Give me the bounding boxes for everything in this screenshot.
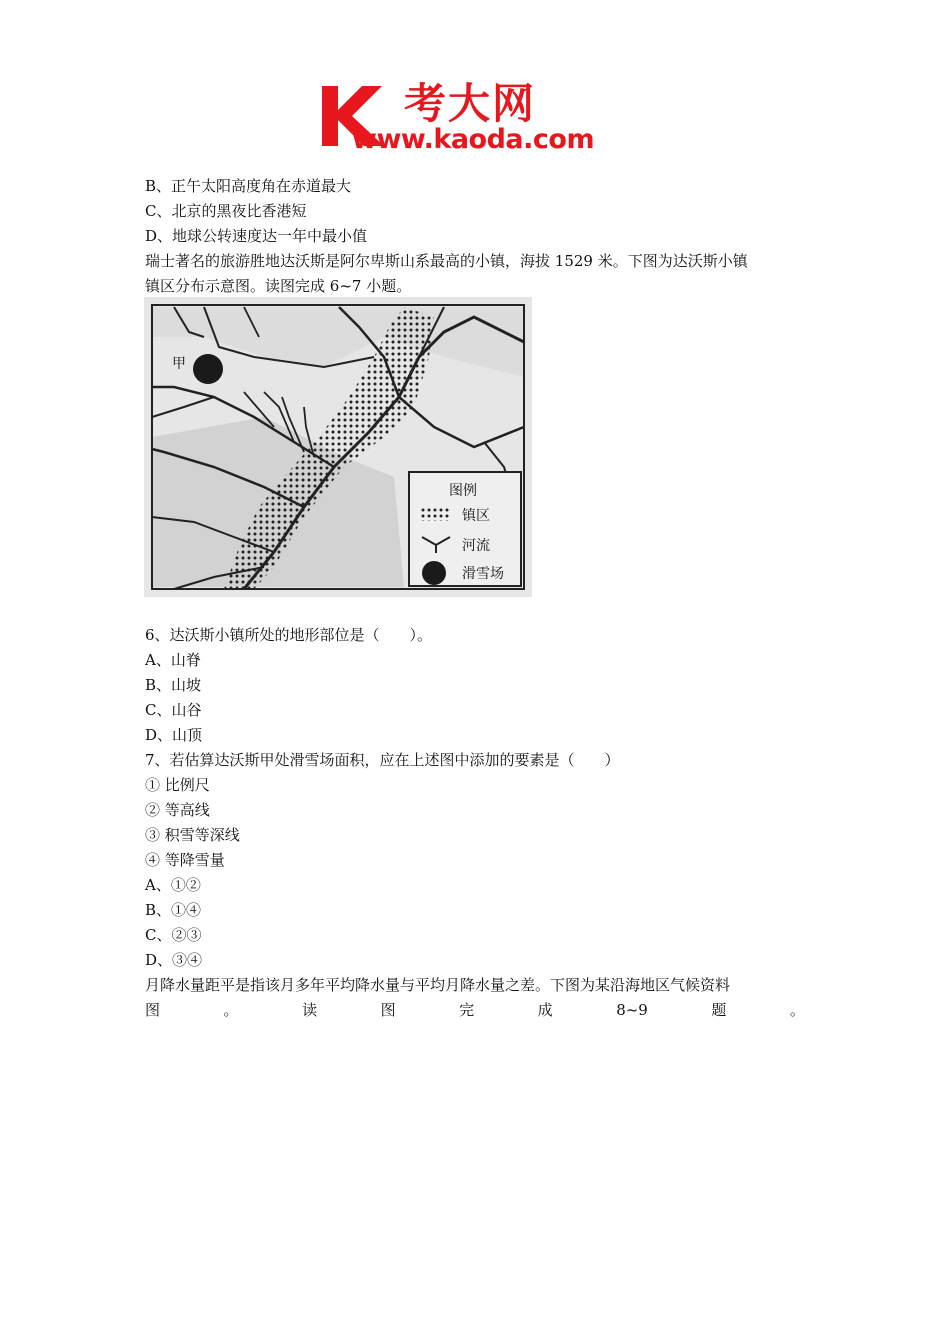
ski-resort-jia — [193, 354, 223, 384]
option-d: D、地球公转速度达一年中最小值 — [145, 227, 368, 245]
option-b: B、正午太阳高度角在赤道最大 — [145, 177, 352, 195]
q7-item-4: ④ 等降雪量 — [145, 851, 225, 869]
q6-option-c: C、山谷 — [145, 701, 202, 719]
word: 。 — [789, 1001, 805, 1019]
ski-legend-icon — [422, 561, 446, 585]
q6-option-b: B、山坡 — [145, 676, 202, 694]
intro-paragraph-line2: 镇区分布示意图。读图完成 6~7 小题。 — [145, 277, 412, 295]
word: 完 — [459, 1001, 475, 1019]
legend-river: 河流 — [462, 538, 490, 554]
q7-item-1: ① 比例尺 — [145, 776, 210, 794]
intro-8-9-line1: 月降水量距平是指该月多年平均降水量与平均月降水量之差。下图为某沿海地区气候资料 — [145, 976, 731, 994]
q7-option-a: A、①② — [145, 876, 201, 894]
kaoda-logo — [318, 80, 638, 160]
map-figure — [144, 297, 532, 597]
q7-option-d: D、③④ — [145, 951, 203, 969]
q7-option-b: B、①④ — [145, 901, 202, 919]
word: 题 — [711, 1001, 727, 1019]
davos-town-map — [144, 297, 532, 597]
legend-town: 镇区 — [462, 508, 490, 524]
word: 成 — [537, 1001, 553, 1019]
word: 8~9 — [616, 1001, 648, 1019]
intro-8-9-line2 — [145, 1000, 805, 1020]
q6-option-a: A、山脊 — [145, 651, 201, 669]
q6-option-d: D、山顶 — [145, 726, 203, 744]
question-6: 6、达沃斯小镇所处的地形部位是（ ）。 — [145, 626, 433, 644]
logo-chinese-text: 考大网 — [404, 79, 537, 128]
question-7: 7、若估算达沃斯甲处滑雪场面积，应在上述图中添加的要素是（ ） — [145, 751, 620, 769]
q7-item-2: ② 等高线 — [145, 801, 210, 819]
word: 读 — [302, 1001, 318, 1019]
option-c: C、北京的黑夜比香港短 — [145, 202, 307, 220]
legend-title: 图例 — [449, 483, 477, 499]
legend-ski: 滑雪场 — [462, 566, 504, 582]
word: 。 — [223, 1001, 239, 1019]
word: 图 — [145, 1001, 161, 1019]
intro-paragraph-line1: 瑞士著名的旅游胜地达沃斯是阿尔卑斯山系最高的小镇，海拔 1529 米。下图为达沃斯小镇 — [145, 252, 748, 270]
label-jia: 甲 — [172, 356, 186, 372]
logo-url-text: www.kaoda.com — [352, 124, 595, 155]
q7-option-c: C、②③ — [145, 926, 202, 944]
q7-item-3: ③ 积雪等深线 — [145, 826, 240, 844]
word: 图 — [380, 1001, 396, 1019]
